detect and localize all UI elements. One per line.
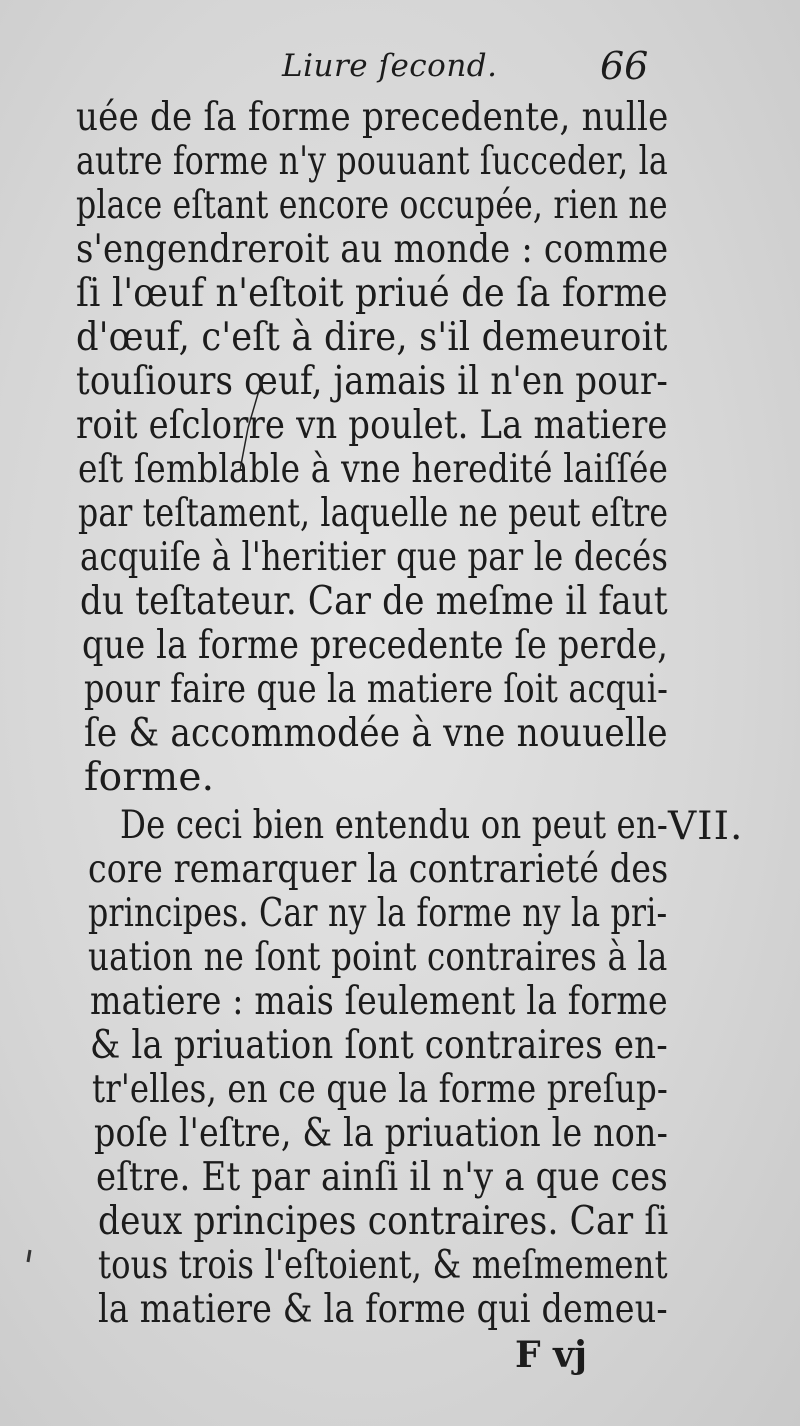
text-line: poſe l'eſtre, & la priuation le non- (94, 1111, 668, 1156)
text-line: eſt ſemblable à vne heredité laiſſée (78, 447, 669, 492)
text-line: deux principes contraires. Car ſi (98, 1199, 669, 1244)
text-line: place eſtant encore occupée, rien ne (76, 183, 668, 228)
running-head-title: Liure ſecond. (282, 48, 498, 84)
text-line: matiere : mais ſeulement la forme (90, 979, 668, 1024)
text-line: acquiſe à l'heritier que par le decés (80, 535, 669, 580)
text-line: s'engendreroit au monde : comme (76, 227, 669, 272)
text-line: d'œuf, c'eſt à dire, s'il demeuroit (76, 315, 668, 360)
text-line: ſi l'œuf n'eſtoit priué de ſa forme (76, 271, 668, 316)
text-line: du teſtateur. Car de meſme il faut (80, 579, 668, 624)
text-line: uation ne ſont point contraires à la (88, 935, 668, 980)
text-line: la matiere & la forme qui demeu- (98, 1287, 668, 1332)
text-line: roit eſclorre vn poulet. La matiere (76, 403, 668, 448)
text-line: autre forme n'y pouuant ſucceder, la (76, 139, 668, 184)
page-number: 66 (600, 44, 649, 88)
text-line: que la forme precedente ſe perde, (82, 623, 669, 668)
text-line: principes. Car ny la forme ny la pri- (88, 891, 668, 936)
text-line: par teſtament, laquelle ne peut eſtre (78, 491, 669, 536)
text-line: tous trois l'eſtoient, & meſmement (98, 1243, 668, 1288)
text-line: De ceci bien entendu on peut en- (120, 803, 668, 848)
text-line: eſtre. Et par ainſi il n'y a que ces (96, 1155, 668, 1200)
text-line: tr'elles, en ce que la forme preſup- (92, 1067, 669, 1112)
text-line: uée de ſa forme precedente, nulle (76, 95, 669, 140)
text-line: touſiours œuf, jamais il n'en pour- (76, 359, 669, 404)
signature-mark: F vj (515, 1334, 588, 1376)
text-line: forme. (84, 755, 215, 800)
text-line: pour faire que la matiere ſoit acqui- (84, 667, 669, 712)
margin-section-number: VII. (668, 804, 744, 849)
text-line: ſe & accommodée à vne nouuelle (84, 711, 668, 756)
text-line: & la priuation ſont contraires en- (90, 1023, 668, 1068)
text-line: core remarquer la contrarieté des (88, 847, 669, 892)
